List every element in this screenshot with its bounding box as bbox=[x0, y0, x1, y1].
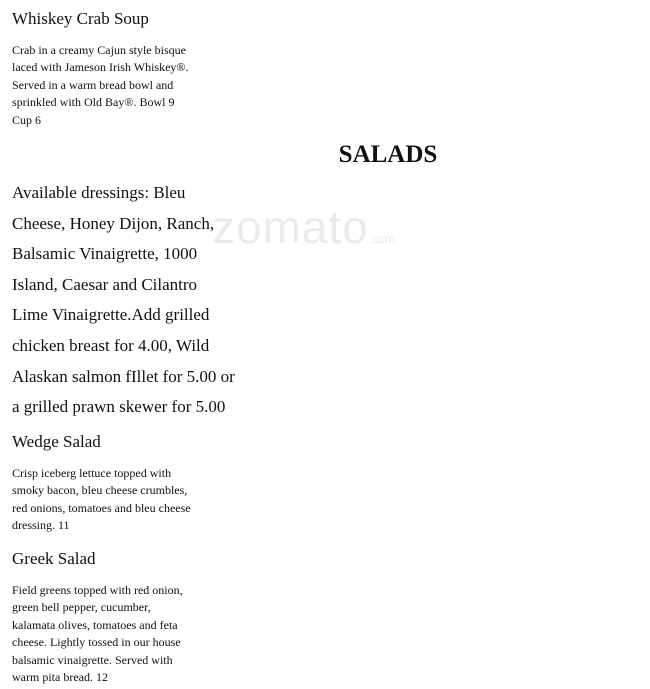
greek-salad-description: Field greens topped with red onion, green bell pepper, cucumber, kalamata olives, tomatoes and feta cheese. Lightly tossed in our house balsamic vinaigrette. Served with warm pita bread. 12 bbox=[12, 583, 183, 685]
greek-salad-title: Greek Salad bbox=[12, 549, 96, 568]
whiskey-crab-soup-title: Whiskey Crab Soup bbox=[12, 9, 149, 28]
section-heading-salads: SALADS bbox=[338, 141, 438, 168]
wedge-salad-description: Crisp iceberg lettuce topped with smoky bacon, bleu cheese crumbles, red onions, tomatoes and bleu cheese dressing. 11 bbox=[12, 466, 191, 533]
available-dressings-text: Available dressings: Bleu Cheese, Honey Dijon, Ranch, Balsamic Vinaigrette, 1000 Island, Caesar and Cilantro Lime Vinaigrette.Add grilled chicken breast for 4.00, Wild Alaskan salmon fIllet for 5.00 or a grilled prawn skewer for 5.00 bbox=[12, 183, 235, 417]
watermark-text: zomato bbox=[212, 201, 369, 253]
whiskey-crab-soup-description: Crab in a creamy Cajun style bisque laced with Jameson Irish Whiskey®. Served in a warm bread bowl and sprinkled with Old Bay®. Bowl 9 Cup 6 bbox=[12, 43, 189, 127]
wedge-salad-title: Wedge Salad bbox=[12, 432, 101, 451]
watermark-suffix: .com bbox=[368, 232, 395, 246]
